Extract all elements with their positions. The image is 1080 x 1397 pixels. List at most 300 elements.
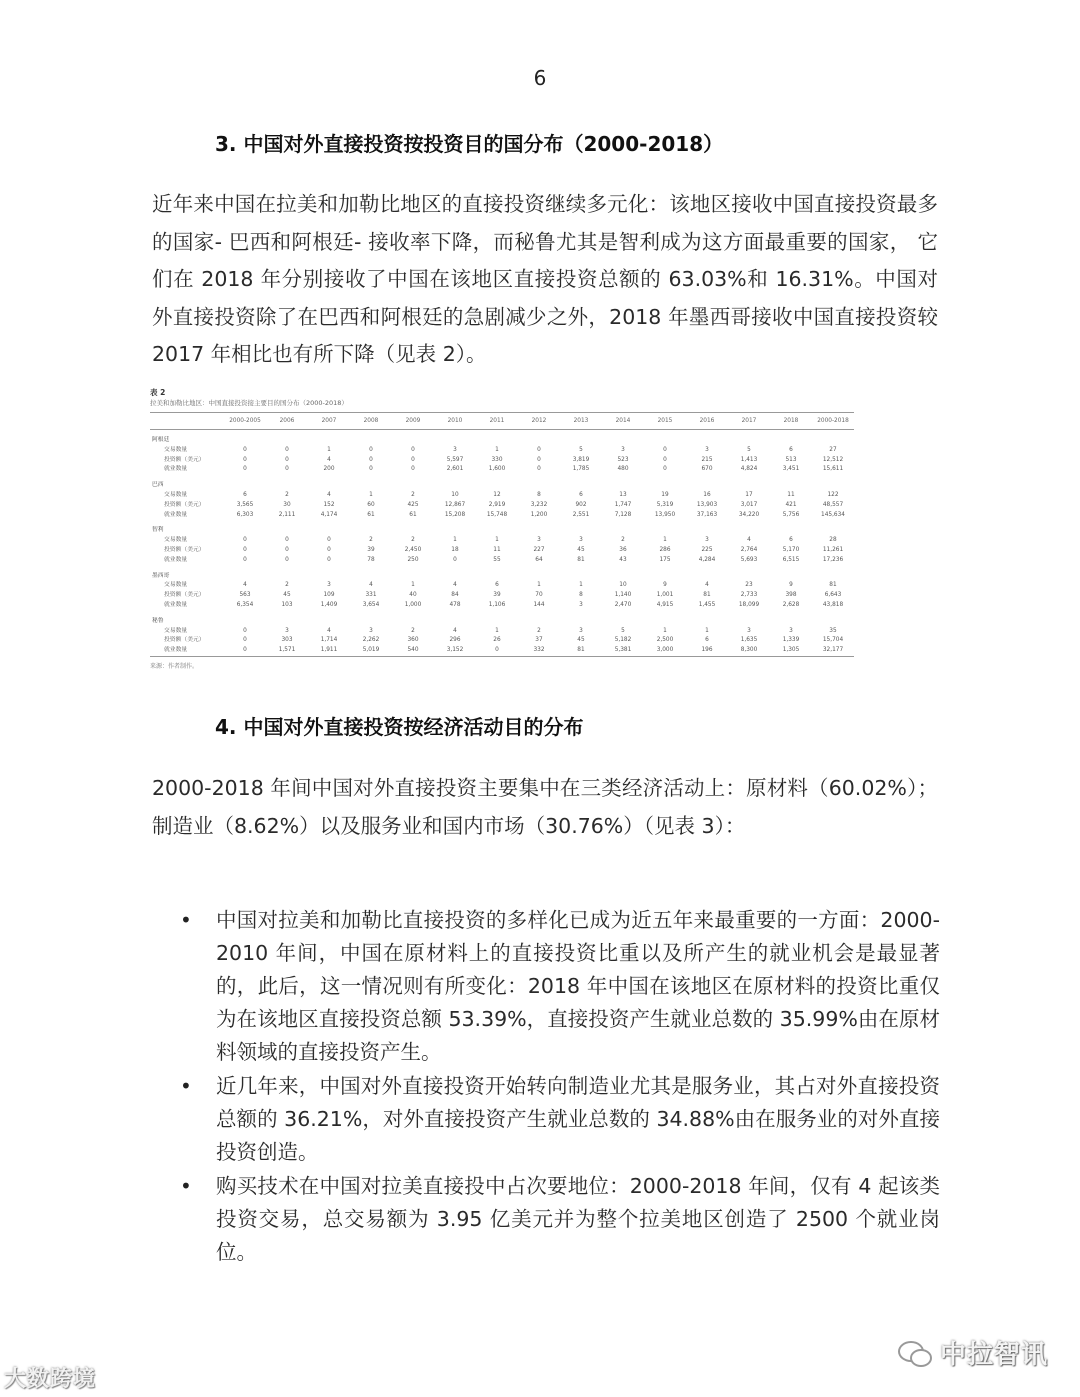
table-cell: 2,601 <box>446 466 464 473</box>
table-cell: 1 <box>495 627 499 634</box>
table-cell: 40 <box>409 592 417 599</box>
country-label: 阿根廷 <box>152 437 170 443</box>
table-cell: 6,354 <box>236 601 254 608</box>
table-cell: 152 <box>323 501 335 508</box>
table-cell: 3 <box>327 582 331 589</box>
table-row <box>150 456 854 466</box>
table-cell: 3,000 <box>644 646 686 656</box>
table-cell: 227 <box>533 546 545 553</box>
table-cell: 196 <box>686 646 728 656</box>
metric-label: 投资额（美元） <box>164 592 205 599</box>
table-2-label: 表 2 <box>150 388 166 397</box>
table-cell: 0 <box>285 446 289 453</box>
table-cell: 1 <box>705 627 709 634</box>
bullet-text: 购买技术在中国对拉美直接投中占次要地位：2000-2018 年间，仅有 4 起该类投资交易，总交易额为 3.95 亿美元并为整个拉美地区创造了 2500 个就业岗位。 <box>216 1174 940 1264</box>
section-3-paragraph: 近年来中国在拉美和加勒比地区的直接投资继续多元化：该地区接收中国直接投资最多的国家- 巴西和阿根廷- 接收率下降，而秘鲁尤其是智利成为这方面最重要的国家， 它们在 2018 年分别接收了中国在该地区直接投资总额的 63.03%和 16.31%。中国对外直接投资除了在巴西和阿根廷的急剧减少之外，2018 年墨西哥接收中国直接投资较 2017 年相比也有所下降（见表 2）。 <box>152 192 938 366</box>
table-cell: 0 <box>369 466 373 473</box>
table-cell: 0 <box>663 446 667 453</box>
table-cell: 4 <box>369 582 373 589</box>
table-cell: 3 <box>705 537 709 544</box>
table-cell: 0 <box>327 556 331 563</box>
table-cell: 0 <box>327 537 331 544</box>
column-header: 2016 <box>686 413 728 430</box>
list-item <box>170 1170 940 1269</box>
table-cell: 2,733 <box>740 592 758 599</box>
column-header: 2011 <box>476 413 518 430</box>
table-cell: 1,140 <box>614 592 632 599</box>
metric-label: 交易数量 <box>164 627 188 634</box>
table-cell: 5,381 <box>602 646 644 656</box>
table-row <box>150 636 854 646</box>
table-cell: 0 <box>663 456 667 463</box>
table-cell: 0 <box>243 537 247 544</box>
table-cell: 1,455 <box>698 601 716 608</box>
table-cell: 1,911 <box>308 646 350 656</box>
table-cell: 6 <box>789 537 793 544</box>
table-2-source: 来源：作者制作。 <box>150 662 199 670</box>
table-cell: 3,654 <box>362 601 380 608</box>
table-cell: 4 <box>327 627 331 634</box>
table-cell: 0 <box>285 466 289 473</box>
table-cell: 11 <box>493 546 501 553</box>
table-cell: 1,409 <box>320 601 338 608</box>
table-cell: 32,177 <box>812 646 854 656</box>
table-cell: 3 <box>747 627 751 634</box>
bullet-icon: • <box>180 1174 192 1198</box>
table-cell: 0 <box>411 446 415 453</box>
metric-label: 就业数量 <box>164 466 188 473</box>
table-cell: 1,747 <box>614 501 632 508</box>
table-cell: 0 <box>243 546 247 553</box>
metric-label: 投资额（美元） <box>164 637 205 644</box>
table-cell: 15,748 <box>486 511 508 518</box>
table-cell: 2,764 <box>740 546 758 553</box>
table-cell: 2,262 <box>362 637 380 644</box>
table-cell: 6 <box>579 491 583 498</box>
watermark-left: 大数跨境 <box>4 1367 97 1392</box>
table-cell: 4 <box>327 456 331 463</box>
table-2 <box>150 388 880 670</box>
table-cell: 11 <box>787 491 795 498</box>
column-header: 2000-2005 <box>224 413 266 430</box>
table-cell: 2,551 <box>572 511 590 518</box>
table-row <box>150 501 854 511</box>
fdi-table <box>150 412 854 657</box>
table-cell: 1,200 <box>530 511 548 518</box>
table-cell: 0 <box>285 556 289 563</box>
table-cell: 61 <box>367 511 375 518</box>
country-label: 巴西 <box>152 482 164 489</box>
metric-label: 就业数量 <box>150 646 224 656</box>
table-cell: 35 <box>829 627 837 634</box>
table-cell: 0 <box>537 466 541 473</box>
table-cell: 0 <box>537 446 541 453</box>
table-cell: 2 <box>537 627 541 634</box>
table-cell: 3 <box>579 627 583 634</box>
table-cell: 43 <box>619 556 627 563</box>
table-cell: 1,714 <box>320 637 338 644</box>
table-cell: 0 <box>285 546 289 553</box>
table-cell: 5,170 <box>782 546 800 553</box>
table-cell: 2 <box>621 537 625 544</box>
table-cell: 6 <box>789 446 793 453</box>
column-header: 2013 <box>560 413 602 430</box>
country-row <box>150 520 854 536</box>
table-cell: 84 <box>451 592 459 599</box>
table-cell: 1,785 <box>572 466 590 473</box>
table-cell: 5 <box>747 446 751 453</box>
table-cell: 670 <box>701 466 713 473</box>
watermark-right <box>898 1334 1048 1371</box>
table-cell: 3,017 <box>740 501 758 508</box>
table-cell: 55 <box>493 556 501 563</box>
table-row <box>150 546 854 556</box>
table-cell: 200 <box>323 466 335 473</box>
table-cell: 45 <box>577 546 585 553</box>
table-cell: 215 <box>701 456 713 463</box>
table-cell: 9 <box>789 582 793 589</box>
bullet-text: 近几年来，中国对外直接投资开始转向制造业尤其是服务业，其占对外直接投资总额的 36.21%，对外直接投资产生就业总数的 34.88%由在服务业的对外直接投资创造。 <box>216 1074 940 1164</box>
table-cell: 1 <box>411 582 415 589</box>
table-cell: 0 <box>476 646 518 656</box>
table-cell: 145,634 <box>821 511 845 518</box>
table-cell: 3 <box>579 537 583 544</box>
table-cell: 0 <box>243 466 247 473</box>
table-cell: 12 <box>493 491 501 498</box>
table-cell: 250 <box>407 556 419 563</box>
page-number: 6 <box>533 66 547 90</box>
table-cell: 2 <box>411 537 415 544</box>
metric-label: 就业数量 <box>164 511 188 518</box>
table-cell: 513 <box>785 456 797 463</box>
table-cell: 2,470 <box>614 601 632 608</box>
metric-label: 就业数量 <box>164 601 188 608</box>
table-cell: 8 <box>537 491 541 498</box>
country-label: 秘鲁 <box>152 617 164 624</box>
metric-label: 交易数量 <box>164 446 188 453</box>
table-cell: 0 <box>243 627 247 634</box>
table-cell: 425 <box>407 501 419 508</box>
table-cell: 2,500 <box>656 637 674 644</box>
table-cell: 1,635 <box>740 637 758 644</box>
table-cell: 70 <box>535 592 543 599</box>
country-row <box>150 566 854 582</box>
table-cell: 15,611 <box>822 466 844 473</box>
column-header: 2009 <box>392 413 434 430</box>
table-row <box>150 591 854 601</box>
table-cell: 0 <box>243 446 247 453</box>
table-cell: 1 <box>537 582 541 589</box>
section-4-heading: 4. 中国对外直接投资按经济活动目的分布 <box>215 715 584 739</box>
wechat-icon <box>898 1339 932 1367</box>
table-cell: 37,163 <box>696 511 718 518</box>
table-cell: 81 <box>829 582 837 589</box>
table-cell: 2 <box>411 491 415 498</box>
table-row <box>150 465 854 475</box>
table-cell: 360 <box>407 637 419 644</box>
table-cell: 286 <box>659 546 671 553</box>
table-cell: 9 <box>663 582 667 589</box>
table-cell: 26 <box>493 637 501 644</box>
table-cell: 13 <box>619 491 627 498</box>
table-cell: 1 <box>579 582 583 589</box>
table-cell: 5 <box>621 627 625 634</box>
table-cell: 3 <box>369 627 373 634</box>
table-cell: 2 <box>285 582 289 589</box>
table-cell: 4,915 <box>656 601 674 608</box>
table-cell: 60 <box>367 501 375 508</box>
metric-label: 投资额（美元） <box>164 501 205 508</box>
table-row <box>150 446 854 456</box>
table-cell: 3 <box>789 627 793 634</box>
table-cell: 3,565 <box>236 501 254 508</box>
table-cell: 4,174 <box>320 511 338 518</box>
table-cell: 0 <box>663 466 667 473</box>
table-cell: 6 <box>495 582 499 589</box>
table-cell: 0 <box>369 446 373 453</box>
table-row <box>150 556 854 566</box>
table-cell: 0 <box>411 456 415 463</box>
table-cell: 303 <box>281 637 293 644</box>
table-cell: 3,819 <box>572 456 590 463</box>
table-cell: 8,300 <box>728 646 770 656</box>
table-cell: 28 <box>829 537 837 544</box>
table-cell: 5,319 <box>656 501 674 508</box>
table-cell: 2 <box>369 537 373 544</box>
metric-label: 交易数量 <box>164 582 188 589</box>
table-cell: 3 <box>705 446 709 453</box>
table-cell: 540 <box>392 646 434 656</box>
table-cell: 61 <box>409 511 417 518</box>
column-header: 2008 <box>350 413 392 430</box>
table-cell: 1 <box>663 627 667 634</box>
table-row <box>150 536 854 546</box>
table-cell: 12,867 <box>444 501 466 508</box>
list-item <box>170 1070 940 1169</box>
table-cell: 2,628 <box>782 601 800 608</box>
table-cell: 39 <box>493 592 501 599</box>
table-cell: 523 <box>617 456 629 463</box>
bullet-list <box>170 904 940 1270</box>
column-header: 2010 <box>434 413 476 430</box>
table-cell: 175 <box>659 556 671 563</box>
metric-label: 交易数量 <box>164 491 188 498</box>
table-cell: 3,152 <box>434 646 476 656</box>
table-cell: 13,950 <box>654 511 676 518</box>
section-4-paragraph: 2000-2018 年间中国对外直接投资主要集中在三类经济活动上：原材料（60.02%）；制造业（8.62%）以及服务业和国内市场（30.76%）（见表 3）： <box>152 776 938 838</box>
table-cell: 45 <box>577 637 585 644</box>
table-cell: 4,284 <box>698 556 716 563</box>
table-row <box>150 627 854 637</box>
table-cell: 0 <box>224 646 266 656</box>
table-cell: 1 <box>453 537 457 544</box>
table-cell: 78 <box>367 556 375 563</box>
table-cell: 3,451 <box>782 466 800 473</box>
table-cell: 3 <box>537 537 541 544</box>
table-cell: 4,824 <box>740 466 758 473</box>
table-cell: 1,413 <box>740 456 758 463</box>
table-cell: 3 <box>579 601 583 608</box>
table-cell: 17,236 <box>822 556 844 563</box>
table-cell: 81 <box>560 646 602 656</box>
table-cell: 5,182 <box>614 637 632 644</box>
table-cell: 39 <box>367 546 375 553</box>
table-cell: 4 <box>705 582 709 589</box>
table-cell: 0 <box>285 456 289 463</box>
table-cell: 16 <box>703 491 711 498</box>
column-header: 2007 <box>308 413 350 430</box>
table-cell: 1 <box>369 491 373 498</box>
table-cell: 15,704 <box>822 637 844 644</box>
table-cell: 3 <box>285 627 289 634</box>
table-cell: 2 <box>285 491 289 498</box>
table-cell: 5,693 <box>740 556 758 563</box>
table-cell: 10 <box>451 491 459 498</box>
table-cell: 6 <box>243 491 247 498</box>
table-cell: 81 <box>577 556 585 563</box>
table-cell: 18 <box>451 546 459 553</box>
table-cell: 0 <box>243 556 247 563</box>
table-cell: 1,571 <box>266 646 308 656</box>
table-cell: 1,000 <box>404 601 422 608</box>
table-cell: 10 <box>619 582 627 589</box>
table-cell: 12,512 <box>822 456 844 463</box>
table-cell: 2,111 <box>278 511 296 518</box>
table-cell: 17 <box>745 491 753 498</box>
metric-label: 就业数量 <box>164 556 188 563</box>
metric-label: 投资额（美元） <box>164 546 205 553</box>
table-cell: 81 <box>703 592 711 599</box>
table-cell: 0 <box>327 546 331 553</box>
country-row <box>150 611 854 627</box>
table-cell: 296 <box>449 637 461 644</box>
table-cell: 902 <box>575 501 587 508</box>
table-cell: 4 <box>327 491 331 498</box>
table-cell: 1,305 <box>770 646 812 656</box>
table-cell: 5,756 <box>782 511 800 518</box>
table-cell: 330 <box>491 456 503 463</box>
table-cell: 19 <box>661 491 669 498</box>
table-cell: 1,106 <box>488 601 506 608</box>
table-row <box>150 491 854 501</box>
column-header: 2012 <box>518 413 560 430</box>
table-cell: 15,208 <box>444 511 466 518</box>
table-cell: 37 <box>535 637 543 644</box>
table-cell: 3 <box>621 446 625 453</box>
table-cell: 30 <box>283 501 291 508</box>
column-header: 2018 <box>770 413 812 430</box>
table-cell: 6 <box>705 637 709 644</box>
table-cell: 0 <box>243 456 247 463</box>
bullet-icon: • <box>180 1074 192 1098</box>
column-header: 2017 <box>728 413 770 430</box>
table-cell: 64 <box>535 556 543 563</box>
table-cell: 48,557 <box>822 501 844 508</box>
table-row <box>150 646 854 656</box>
table-2-caption: 拉美和加勒比地区：中国直接投资接主要目的国分布（2000-2018） <box>150 399 348 407</box>
table-cell: 2,919 <box>488 501 506 508</box>
metric-label: 交易数量 <box>164 537 188 544</box>
table-cell: 109 <box>323 592 335 599</box>
table-cell: 4 <box>747 537 751 544</box>
column-header: 2015 <box>644 413 686 430</box>
table-cell: 36 <box>619 546 627 553</box>
list-item <box>170 904 940 1069</box>
table-cell: 1,339 <box>782 637 800 644</box>
table-cell: 0 <box>453 556 457 563</box>
metric-column-header <box>150 413 224 430</box>
column-header: 2000-2018 <box>812 413 854 430</box>
table-cell: 122 <box>827 491 839 498</box>
table-cell: 11,261 <box>822 546 844 553</box>
table-cell: 1,600 <box>488 466 506 473</box>
table-cell: 398 <box>785 592 797 599</box>
table-cell: 5,597 <box>446 456 464 463</box>
table-cell: 1,001 <box>656 592 674 599</box>
table-row <box>150 581 854 591</box>
table-cell: 421 <box>785 501 797 508</box>
table-cell: 2 <box>411 627 415 634</box>
table-cell: 3 <box>453 446 457 453</box>
table-cell: 43,818 <box>822 601 844 608</box>
table-cell: 8 <box>579 592 583 599</box>
table-cell: 332 <box>518 646 560 656</box>
table-cell: 5,019 <box>350 646 392 656</box>
table-cell: 480 <box>617 466 629 473</box>
table-row <box>150 511 854 521</box>
table-cell: 4 <box>243 582 247 589</box>
table-cell: 3,232 <box>530 501 548 508</box>
metric-label: 投资额（美元） <box>164 456 205 463</box>
table-cell: 225 <box>701 546 713 553</box>
table-cell: 478 <box>449 601 461 608</box>
table-cell: 18,099 <box>738 601 760 608</box>
country-row <box>150 475 854 491</box>
table-cell: 1 <box>495 537 499 544</box>
table-cell: 6,643 <box>824 592 842 599</box>
table-cell: 4 <box>453 627 457 634</box>
table-cell: 27 <box>829 446 837 453</box>
table-cell: 34,220 <box>738 511 760 518</box>
bullet-text: 中国对拉美和加勒比直接投资的多样化已成为近五年来最重要的一方面：2000-2010 年间，中国在原材料上的直接投资比重以及所产生的就业机会是最显著的，此后，这一情况则有所变化：2018 年中国在该地区在原材料的投资比重仅为在该地区直接投资总额 53.39%，直接投资产生就业总数的 35.99%由在原材料领域的直接投资产生。 <box>216 908 940 1064</box>
table-cell: 103 <box>281 601 293 608</box>
table-row <box>150 601 854 611</box>
table-cell: 6,515 <box>782 556 800 563</box>
table-cell: 1 <box>495 446 499 453</box>
table-cell: 5 <box>579 446 583 453</box>
table-cell: 0 <box>411 466 415 473</box>
table-cell: 2,450 <box>404 546 422 553</box>
section-3-heading: 3. 中国对外直接投资按投资目的国分布（2000-2018） <box>215 132 724 156</box>
table-cell: 563 <box>239 592 251 599</box>
table-cell: 7,128 <box>614 511 632 518</box>
table-cell: 331 <box>365 592 377 599</box>
table-cell: 4 <box>453 582 457 589</box>
column-header: 2014 <box>602 413 644 430</box>
table-cell: 45 <box>283 592 291 599</box>
table-cell: 6,303 <box>236 511 254 518</box>
table-cell: 0 <box>369 456 373 463</box>
table-cell: 144 <box>533 601 545 608</box>
table-cell: 0 <box>243 637 247 644</box>
table-cell: 0 <box>285 537 289 544</box>
column-header: 2006 <box>266 413 308 430</box>
watermark-right-text: 中拉智讯 <box>940 1340 1049 1370</box>
table-cell: 13,903 <box>696 501 718 508</box>
table-cell: 1 <box>327 446 331 453</box>
country-row <box>150 430 854 446</box>
country-label: 智利 <box>152 527 164 534</box>
